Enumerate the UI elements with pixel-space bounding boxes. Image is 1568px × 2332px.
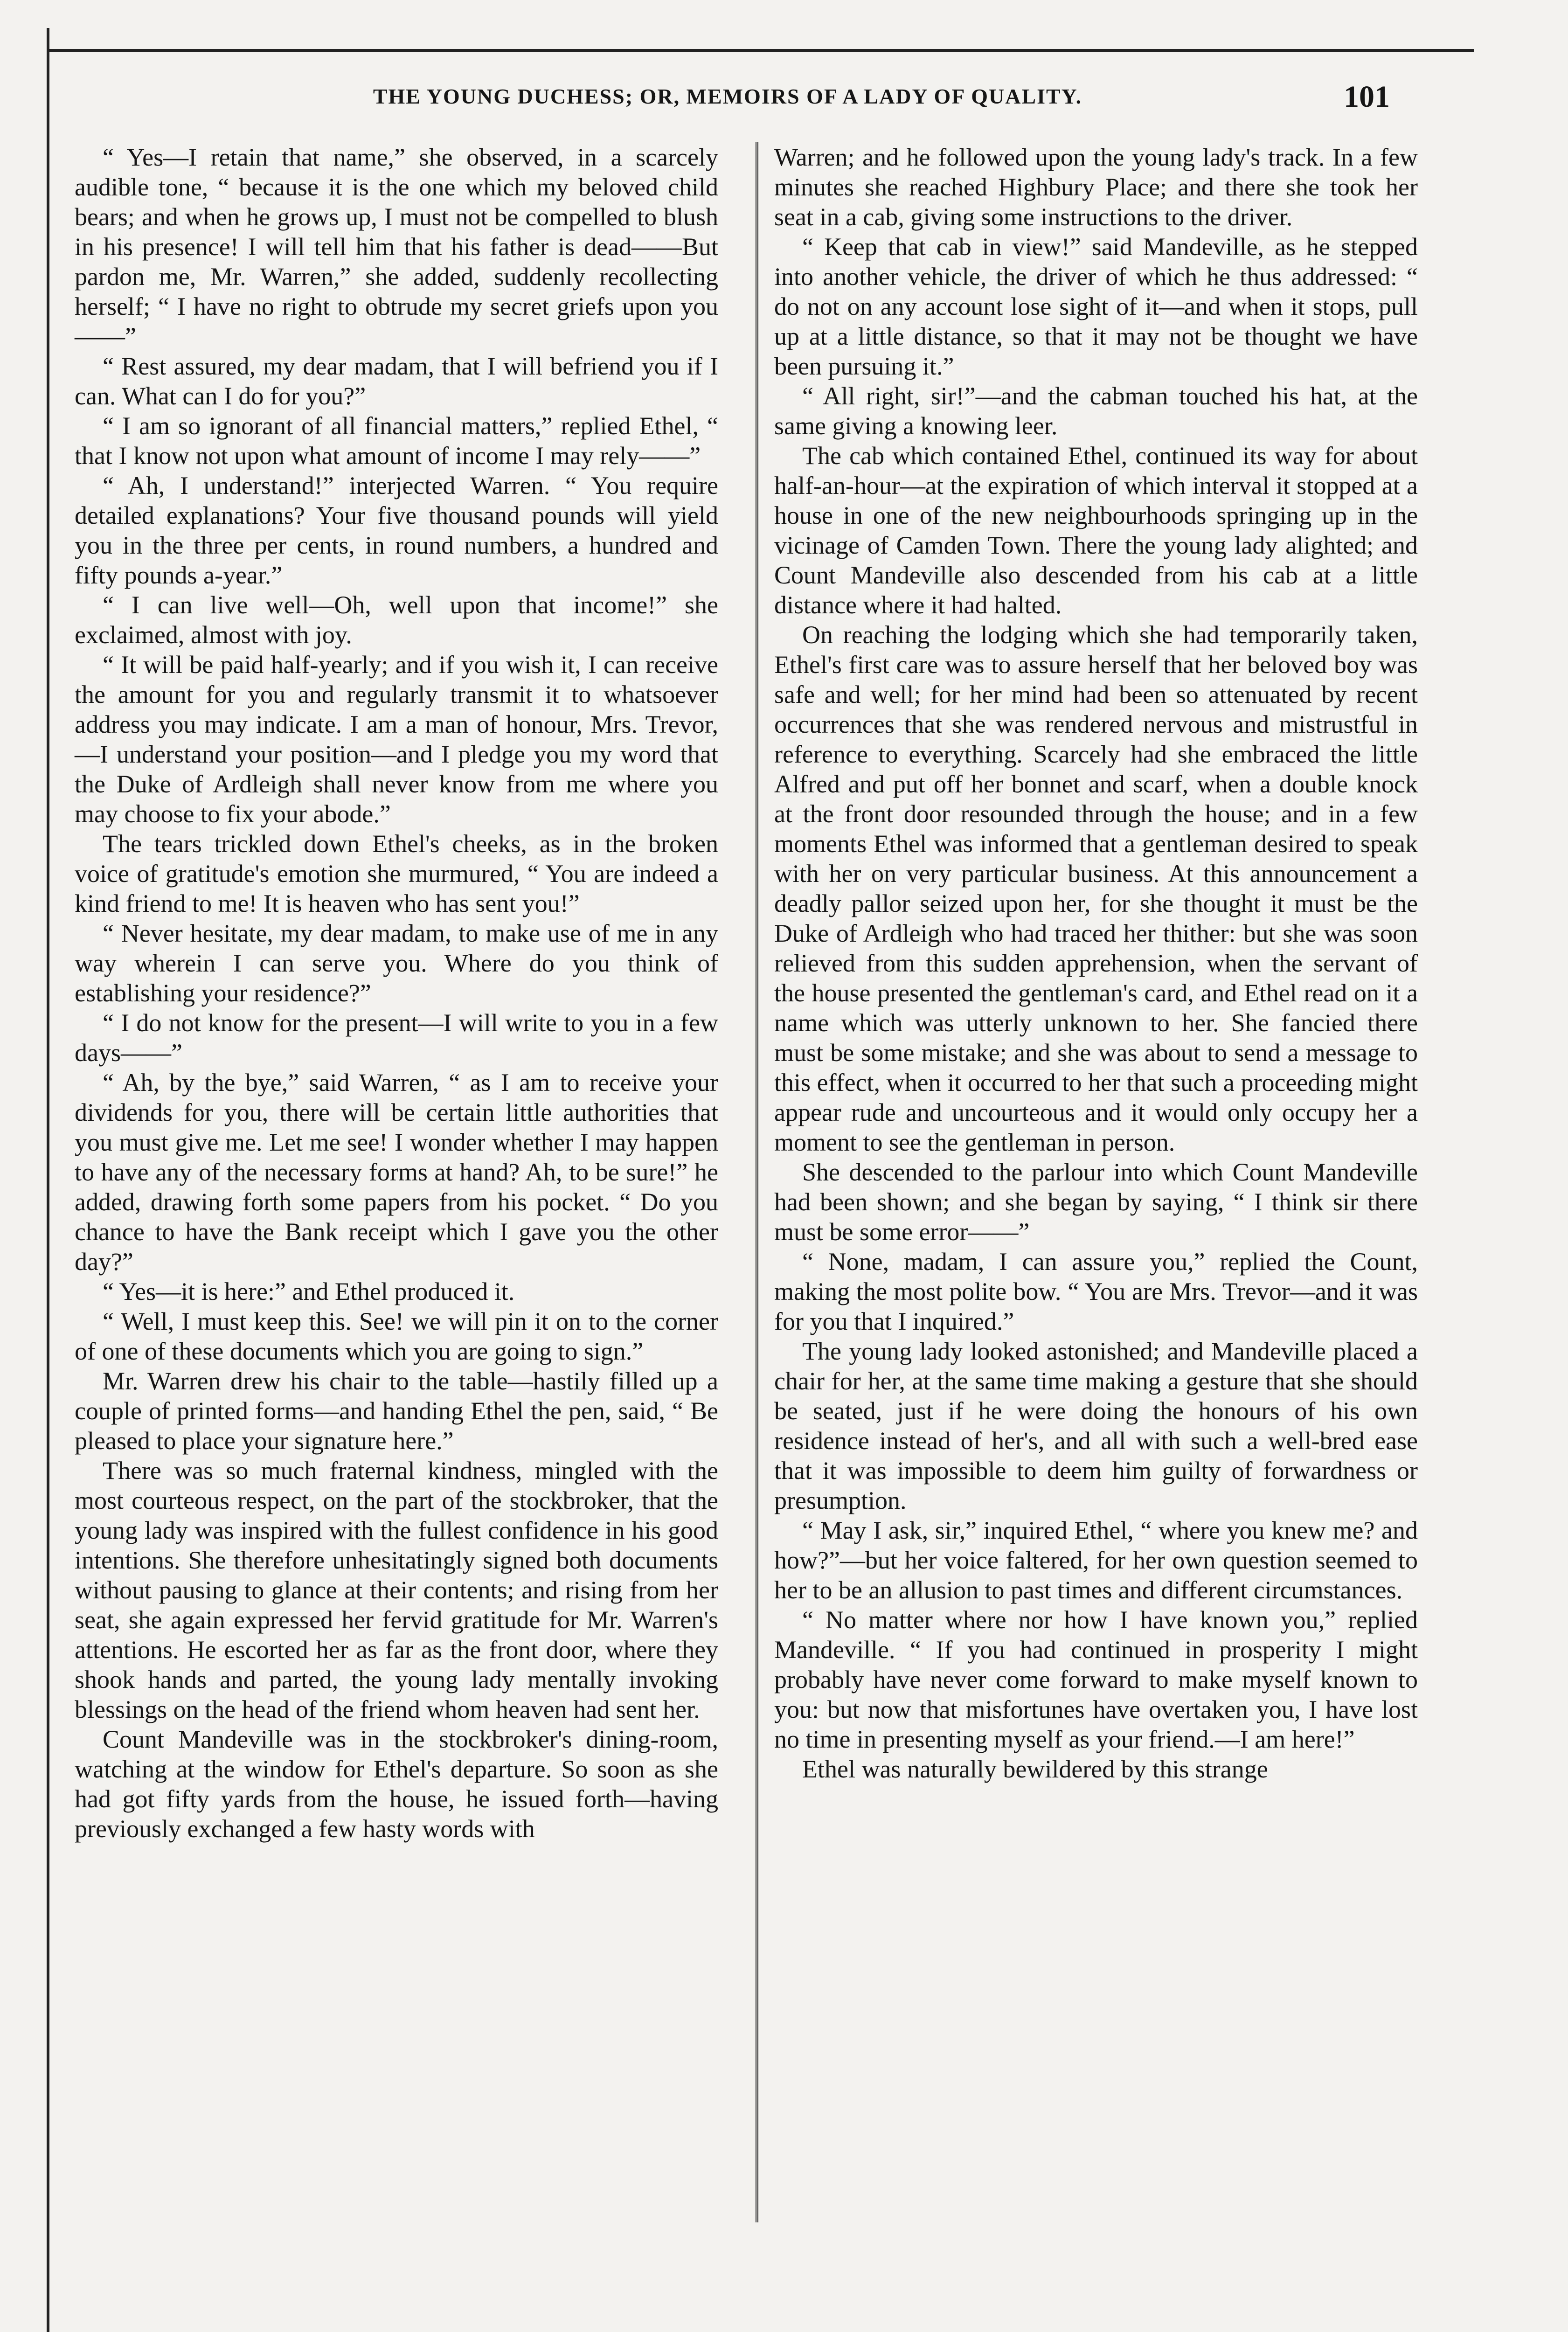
paragraph: “ I can live well—Oh, well upon that income!” she exclaimed, almost with joy.: [75, 591, 718, 649]
paragraph: Mr. Warren drew his chair to the table—hastily filled up a couple of printed forms—and handing Ethel the pen, said, “ Be pleased to place your signature here.”: [75, 1367, 718, 1455]
paragraph: She descended to the parlour into which Count Mandeville had been shown; and she began by saying, “ I think sir there must be some error——”: [774, 1158, 1418, 1246]
paragraph: “ Keep that cab in view!” said Mandeville, as he stepped into another vehicle, the driver of which he thus addressed: “ do not on any account lose sight of it—and when it stops, pull up at a little distance, so that it may not be thought we have been pursuing it.”: [774, 233, 1418, 380]
page-number: 101: [1344, 80, 1390, 114]
paragraph: “ May I ask, sir,” inquired Ethel, “ where you knew me? and how?”—but her voice faltered, for her own question seemed to her to be an allusion to past times and different circumstances.: [774, 1516, 1418, 1604]
paragraph: Ethel was naturally bewildered by this strange: [802, 1755, 1268, 1783]
running-title: THE YOUNG DUCHESS; OR, MEMOIRS OF A LADY OF QUALITY.: [373, 84, 1082, 108]
paragraph: The young lady looked astonished; and Mandeville placed a chair for her, at the same time making a gesture that she should be seated, just if he were doing the honours of his own residence instead of her's, and all with such a well-bred ease that it was impossible to deem him guilty of forwardness or presumption.: [774, 1337, 1418, 1514]
paragraph: “ Ah, I understand!” interjected Warren. “ You require detailed explanations? Your five thousand pounds will yield you in the three per cents, in round numbers, a hundred and fifty pounds a-year.”: [75, 472, 718, 589]
paragraph: “ All right, sir!”—and the cabman touched his hat, at the same giving a knowing leer.: [774, 382, 1418, 440]
paragraph: The cab which contained Ethel, continued its way for about half-an-hour—at the expiration of which interval it stopped at a house in one of the new neighbourhoods springing up in the vicinage of Camden Town. There the young lady alighted; and Count Mandeville also descended from his cab at a little distance where it had halted.: [774, 442, 1418, 619]
paragraph: “ I am so ignorant of all financial matters,” replied Ethel, “ that I know not upon what amount of income I may rely——”: [75, 412, 718, 470]
paragraph: “ Well, I must keep this. See! we will pin it on to the corner of one of these documents which you are going to sign.”: [75, 1307, 718, 1365]
paragraph: “ Rest assured, my dear madam, that I will befriend you if I can. What can I do for you?”: [75, 352, 718, 410]
paragraph: There was so much fraternal kindness, mingled with the most courteous respect, on the part of the stockbroker, that the young lady was inspired with the fullest confidence in his good intentions. She therefore unhesitatingly signed both documents without pausing to glance at their contents; and rising from her seat, she again expressed her fervid gratitude for Mr. Warren's attentions. He escorted her as far as the front door, where they shook hands and parted, the young lady mentally invoking blessings on the head of the friend whom heaven had sent her.: [75, 1457, 718, 1723]
paragraph: Warren; and he followed upon the young lady's track. In a few minutes she reached Highbury Place; and there she took her seat in a cab, giving some instructions to the driver.: [774, 143, 1418, 231]
paragraph: Count Mandeville was in the stockbroker's dining-room, watching at the window for Ethel's departure. So soon as she had got fifty yards from the house, he issued forth—having previously exchanged a few hasty words with: [75, 1725, 718, 1843]
paragraph: “ None, madam, I can assure you,” replied the Count, making the most polite bow. “ You are Mrs. Trevor—and it was for you that I inquired.”: [774, 1248, 1418, 1335]
paragraph: “ Ah, by the bye,” said Warren, “ as I am to receive your dividends for you, there will be certain little authorities that you must give me. Let me see! I wonder whether I may happen to have any of the necessary forms at hand? Ah, to be sure!” he added, drawing forth some papers from his pocket. “ Do you chance to have the Bank receipt which I gave you the other day?”: [75, 1069, 718, 1276]
left-column: [75, 142, 718, 1844]
top-rule: [47, 49, 1474, 52]
paragraph: “ Never hesitate, my dear madam, to make use of me in any way wherein I can serve you. Where do you think of establishing your residence?”: [75, 919, 718, 1007]
paragraph: The tears trickled down Ethel's cheeks, as in the broken voice of gratitude's emotion she murmured, “ You are indeed a kind friend to me! It is heaven who has sent you!”: [75, 830, 718, 917]
paragraph: “ No matter where nor how I have known you,” replied Mandeville. “ If you had continued in prosperity I might probably have never come forward to make myself known to you: but now that misfortunes have overtaken you, I have lost no time in presenting myself as your friend.—I am here!”: [774, 1606, 1418, 1753]
paragraph: “ It will be paid half-yearly; and if you wish it, I can receive the amount for you and regularly transmit it to whatsoever address you may indicate. I am a man of honour, Mrs. Trevor,—I understand your position—and I pledge you my word that the Duke of Ardleigh shall never know from me where you may choose to fix your abode.”: [75, 651, 718, 828]
text-columns: [75, 142, 1418, 2213]
paragraph: “ Yes—it is here:” and Ethel produced it.: [103, 1277, 515, 1305]
column-divider: [756, 142, 758, 2222]
paragraph: On reaching the lodging which she had temporarily taken, Ethel's first care was to assure herself that her beloved boy was safe and well; for her mind had been so attenuated by recent occurrences that she was rendered nervous and mistrustful in reference to everything. Scarcely had she embraced the little Alfred and put off her bonnet and scarf, when a double knock at the front door resounded through the house; and in a few moments Ethel was informed that a gentleman desired to speak with her on very particular business. At this announcement a deadly pallor seized upon her, for she thought it must be the Duke of Ardleigh who had traced her thither: but she was soon relieved from this sudden apprehension, when the servant of the house presented the gentleman's card, and Ethel read on it a name which was utterly unknown to her. She fancied there must be some mistake; and she was about to send a message to this effect, when it occurred to her that such a proceeding might appear rude and uncourteous and it would only occupy her a moment to see the gentleman in person.: [774, 621, 1418, 1156]
paragraph: “ I do not know for the present—I will write to you in a few days——”: [75, 1009, 718, 1067]
paragraph: “ Yes—I retain that name,” she observed, in a scarcely audible tone, “ because it is the one which my beloved child bears; and when he grows up, I must not be compelled to blush in his presence! I will tell him that his father is dead——But pardon me, Mr. Warren,” she added, suddenly recollecting herself; “ I have no right to obtrude my secret griefs upon you——”: [75, 143, 718, 350]
right-column: [774, 142, 1418, 1784]
